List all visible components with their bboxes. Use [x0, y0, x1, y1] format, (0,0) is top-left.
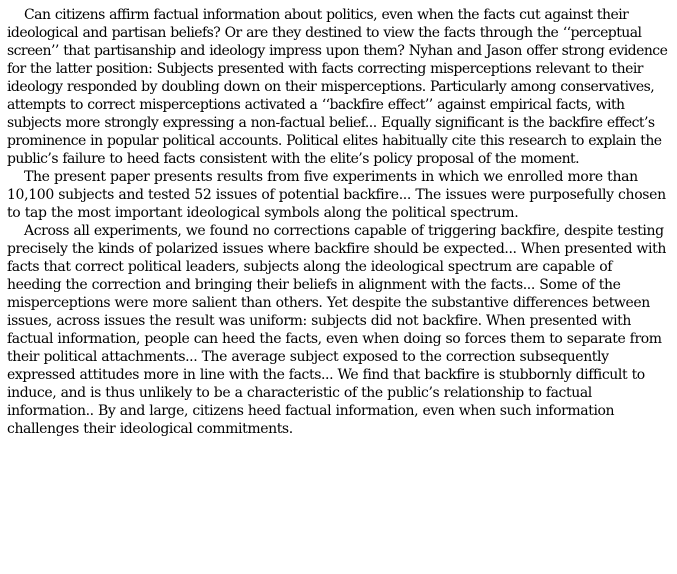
paragraph-methods: The present paper presents results from five experiments in which we enrolled more than 10,100 subjects and tested 52 issues of potential backfire... The issues were purposefully chosen to tap the most important ideological symbols along the political spectrum.: [7, 169, 666, 221]
paragraph-findings: Across all experiments, we found no corrections capable of triggering backfire, despite testing precisely the kinds of polarized issues where backfire should be expected... When presented with facts that correct political leaders, subjects along the ideological spectrum are capable of heeding the correction and bringing their beliefs in alignment with the facts... Some of the misperceptions were more salient than others. Yet despite the substantive differences between issues, across issues the result was uniform: subjects did not backfire. When presented with factual information, people can heed the facts, even when doing so forces them to separate from their political attachments... The average subject exposed to the correction subsequently expressed attitudes more in line with the facts... We find that backfire is stubbornly difficult to induce, and is thus unlikely to be a characteristic of the public’s relationship to factual information.. By and large, citizens heed factual information, even when such information challenges their ideological commitments.: [7, 223, 666, 437]
paragraph-intro: Can citizens affirm factual information about politics, even when the facts cut against their ideological and partisan beliefs? Or are they destined to view the facts through the ‘‘perceptual screen’’ that partisanship and ideology impress upon them? Nyhan and Jason offer strong evidence for the latter position: Subjects presented with facts correcting misperceptions relevant to their ideology responded by doubling down on their misperceptions. Particularly among conservatives, attempts to correct misperceptions activated a ‘‘backfire effect’’ against empirical facts, with subjects more strongly expressing a non-factual belief... Equally significant is the backfire effect’s prominence in popular political accounts. Political elites habitually cite this research to explain the public’s failure to heed facts consistent with the elite’s policy proposal of the moment.: [7, 7, 668, 167]
